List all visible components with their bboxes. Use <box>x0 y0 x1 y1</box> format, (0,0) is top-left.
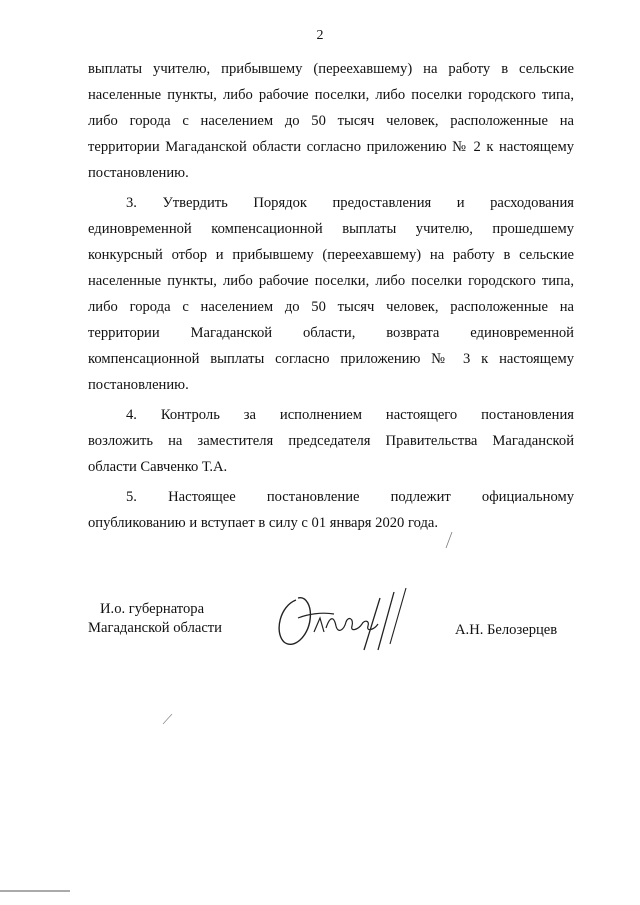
text-line: территории Магаданской области, возврата единовременной <box>88 325 574 341</box>
paragraph-item-5 <box>88 484 574 536</box>
text-line: конкурсный отбор и прибывшему (переехавшему) на работу в сельские <box>88 247 574 263</box>
text-line: компенсационной выплаты согласно приложению № 3 к настоящему <box>88 351 574 367</box>
document-body <box>88 56 574 536</box>
text-line: опубликованию и вступает в силу с 01 января 2020 года. <box>88 515 439 531</box>
signatory-title-line: Магаданской области <box>88 620 222 636</box>
paragraph-item-3 <box>88 190 574 398</box>
text-line: области Савченко Т.А. <box>88 459 228 475</box>
text-line: единовременной компенсационной выплаты учителю, прошедшему <box>88 221 574 237</box>
text-line: либо города с населением до 50 тысяч человек, расположенные на <box>88 299 574 315</box>
text-line: 5. Настоящее постановление подлежит официальному <box>126 489 574 505</box>
scan-edge-line <box>0 888 70 894</box>
stray-mark <box>442 530 456 550</box>
text-line: 3. Утвердить Порядок предоставления и расходования <box>126 195 574 211</box>
text-line: 4. Контроль за исполнением настоящего постановления <box>126 407 574 423</box>
text-line: постановлению. <box>88 165 189 181</box>
text-line: населенные пункты, либо рабочие поселки, либо поселки городского типа, <box>88 273 574 289</box>
signatory-title-line: И.о. губернатора <box>100 601 205 617</box>
text-line: выплаты учителю, прибывшему (переехавшему) на работу в сельские <box>88 61 574 77</box>
text-line: постановлению. <box>88 377 189 393</box>
text-line: возложить на заместителя председателя Правительства Магаданской <box>88 433 574 449</box>
stray-mark <box>160 712 174 726</box>
text-line: населенные пункты, либо рабочие поселки, либо поселки городского типа, <box>88 87 574 103</box>
paragraph-continuation <box>88 56 574 186</box>
handwritten-signature <box>268 580 418 660</box>
text-line: либо города с населением до 50 тысяч человек, расположенные на <box>88 113 574 129</box>
text-line: территории Магаданской области согласно приложению № 2 к настоящему <box>88 139 574 155</box>
page-number: 2 <box>316 28 324 43</box>
signatory-name: А.Н. Белозерцев <box>455 622 558 638</box>
paragraph-item-4 <box>88 402 574 480</box>
signatory-title <box>88 600 222 638</box>
